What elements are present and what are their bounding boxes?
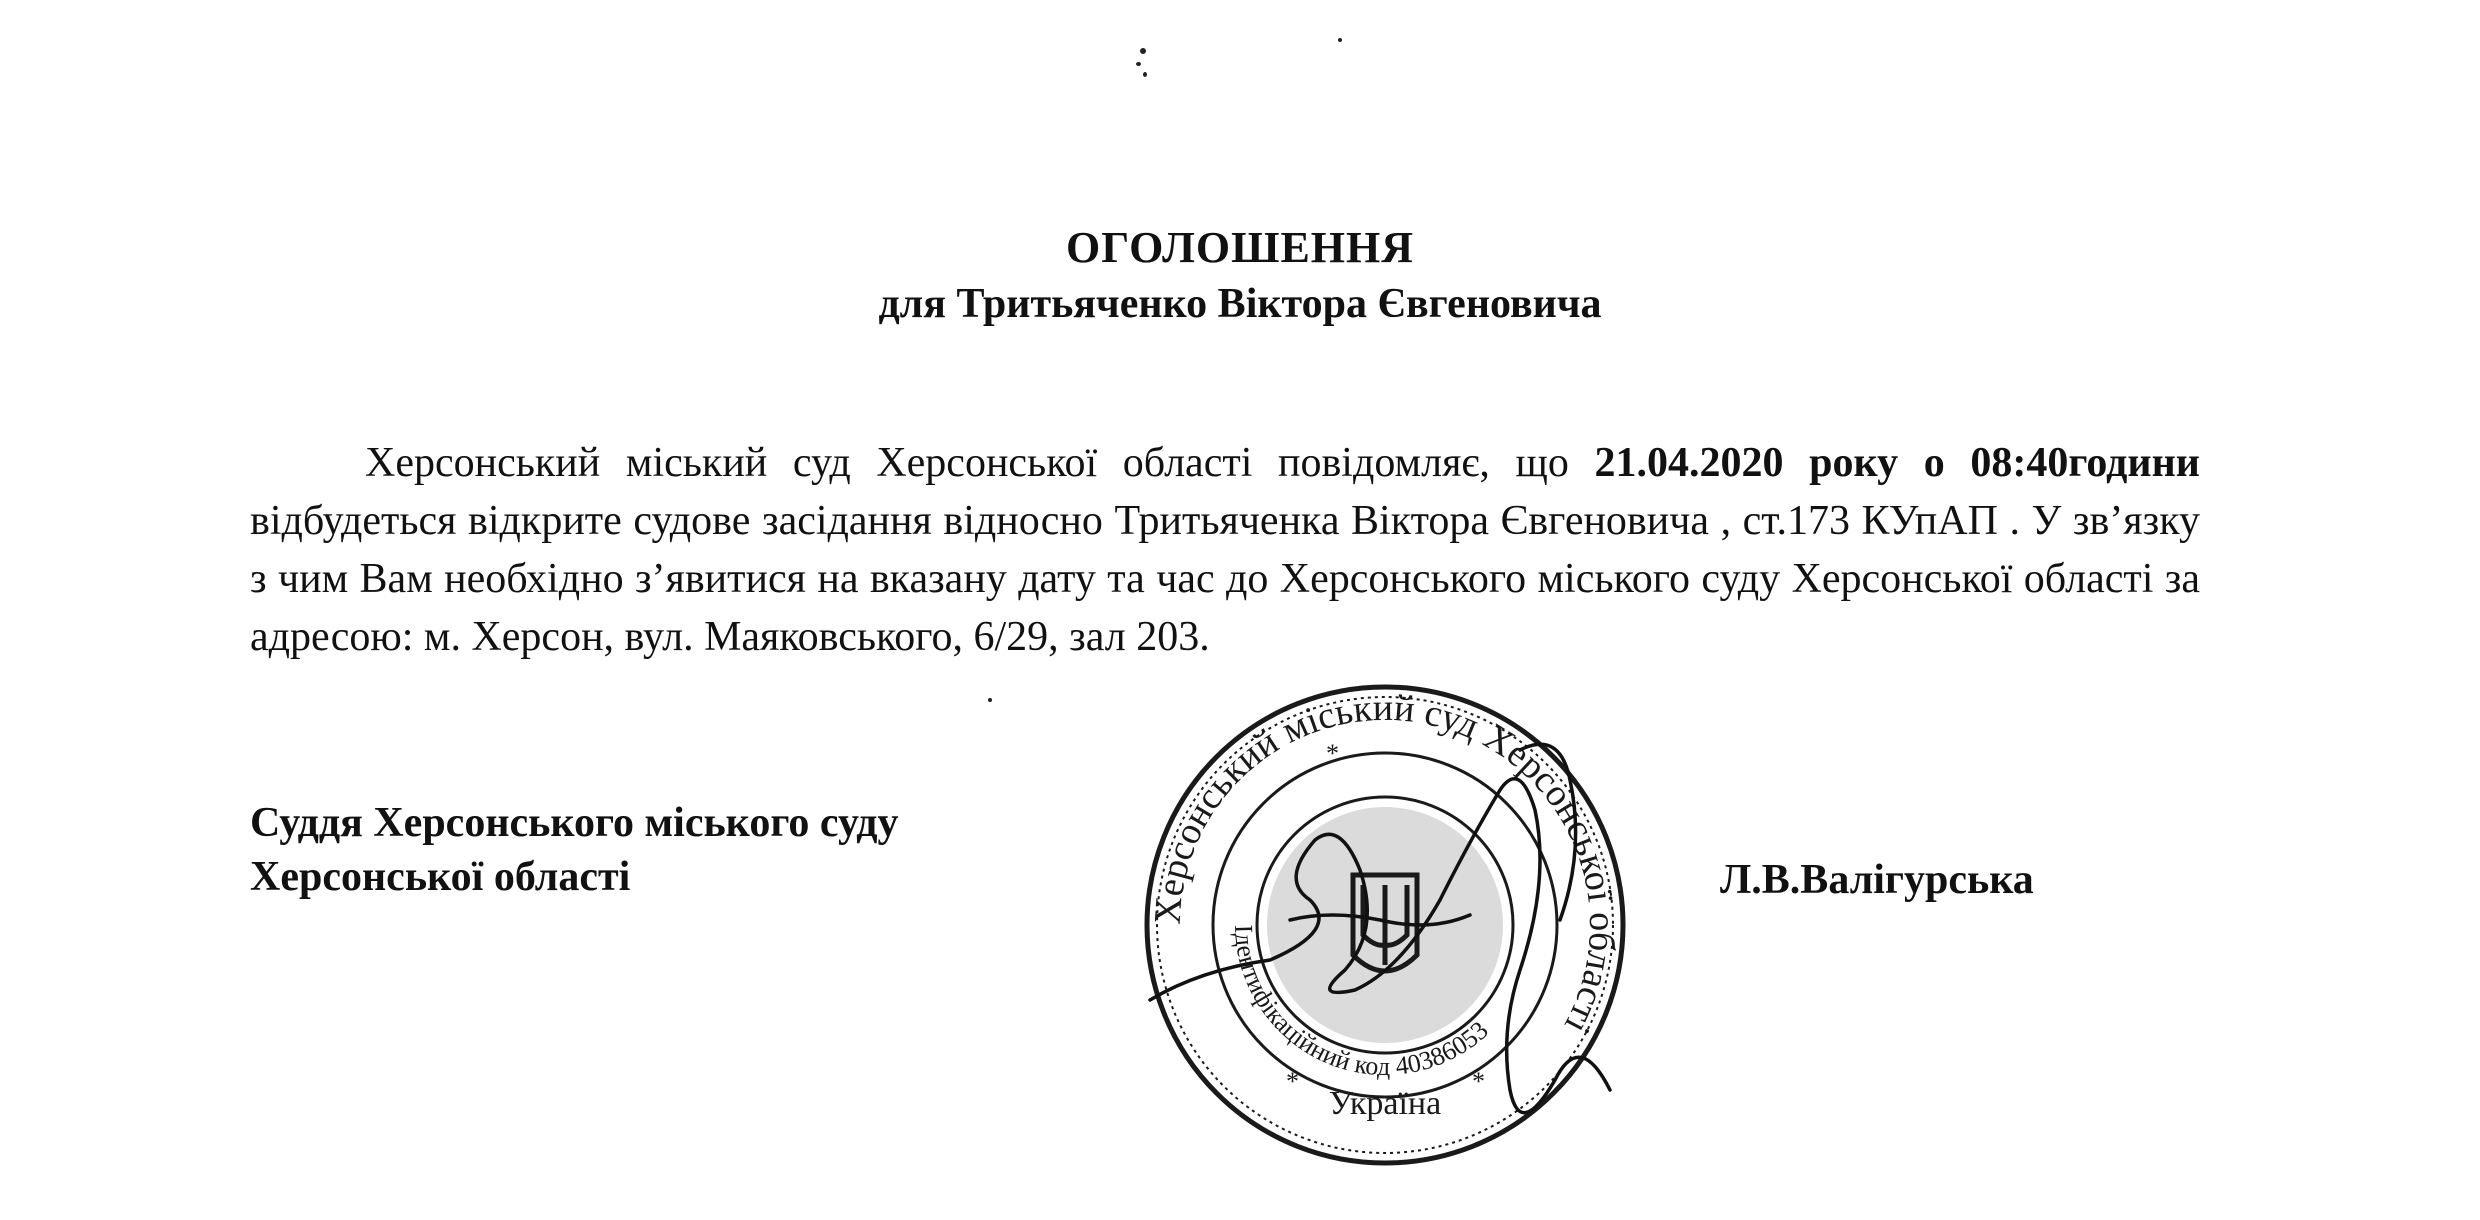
body-rest: відбудеться відкрите судове засідання відносно Тритьяченка Віктора Євгеновича , ст.173 КУпАП . У зв’язку з чим Вам необхідно з’явитися на вказану дату та час до Херсонського міського суду Херсонської області за адресою: м. Херсон, вул. Маяковського, 6/29, зал 203. <box>250 498 2200 660</box>
seal-star: * <box>1472 1067 1485 1096</box>
hearing-date-time: 21.04.2020 року о 08:40години <box>1594 440 2200 486</box>
judge-name: Л.В.Валігурська <box>1720 857 2034 903</box>
notice-subtitle: для Тритьяченко Віктора Євгеновича <box>878 281 1602 327</box>
scan-speck <box>1143 72 1147 77</box>
seal-country: Україна <box>1328 1085 1442 1122</box>
scan-speck <box>1338 38 1342 42</box>
seal-outer-text: Херсонський міський суд Херсонської області <box>1146 686 1624 1041</box>
seal-star: * <box>1326 739 1339 768</box>
notice-body <box>250 434 2200 666</box>
body-intro: Херсонський міський суд Херсонської області повідомляє, що <box>365 440 1595 486</box>
signer-position <box>250 796 899 904</box>
notice-title: ОГОЛОШЕННЯ <box>1065 223 1415 272</box>
seal-star: * <box>1286 1067 1299 1096</box>
scan-speck <box>1136 62 1141 66</box>
signer-position-line2: Херсонської області <box>250 854 631 900</box>
scan-speck <box>988 698 992 702</box>
signer-position-line1: Суддя Херсонського міського суду <box>250 800 899 846</box>
court-seal-stamp <box>1140 670 1630 1180</box>
scan-speck <box>1140 48 1146 54</box>
seal-inner-text: Ідентифікаційний код 40386053 <box>1228 924 1494 1082</box>
